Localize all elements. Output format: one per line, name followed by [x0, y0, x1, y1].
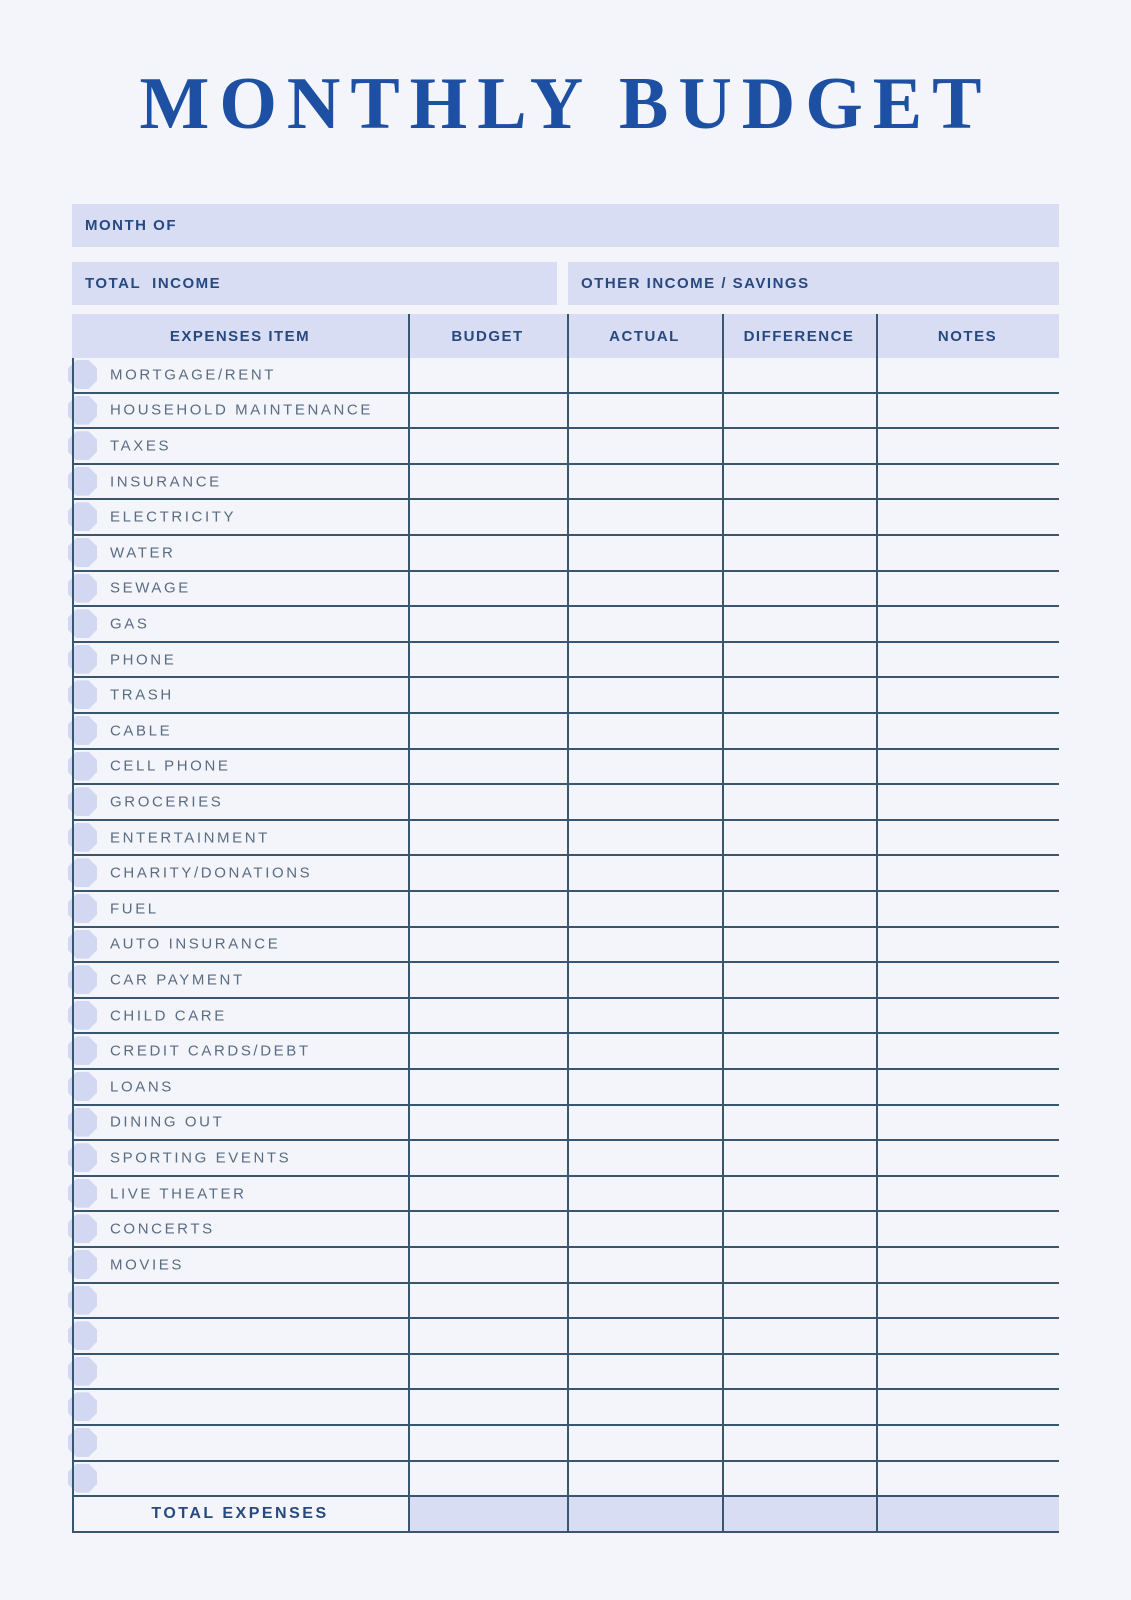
- page-title: MONTHLY BUDGET: [139, 63, 992, 145]
- expense-item-label: PHONE: [110, 651, 177, 669]
- column-header-actual: ACTUAL: [609, 327, 680, 345]
- empty-expense-row: [72, 1319, 1059, 1355]
- expense-item-label: GAS: [110, 615, 150, 633]
- expense-item-label: TRASH: [110, 686, 174, 704]
- month-of-label: MONTH OF: [85, 217, 177, 234]
- expense-item-label: LIVE THEATER: [110, 1185, 247, 1203]
- expense-item-label: CONCERTS: [110, 1220, 215, 1238]
- expense-row: [72, 607, 1059, 643]
- expense-row: [72, 536, 1059, 572]
- expense-row: [72, 643, 1059, 679]
- expense-row: [72, 928, 1059, 964]
- expense-row: [72, 1034, 1059, 1070]
- expense-item-label: HOUSEHOLD MAINTENANCE: [110, 401, 373, 419]
- expense-row: [72, 394, 1059, 430]
- column-header-notes: NOTES: [937, 327, 998, 345]
- column-header-difference: DIFFERENCE: [743, 327, 855, 345]
- expense-item-label: ELECTRICITY: [110, 508, 237, 526]
- column-header-budget: BUDGET: [451, 327, 524, 345]
- expense-item-label: ENTERTAINMENT: [110, 829, 270, 847]
- expense-row: [72, 714, 1059, 750]
- expense-row: [72, 500, 1059, 536]
- other-income-savings-label: OTHER INCOME / SAVINGS: [581, 275, 810, 292]
- expense-item-label: TAXES: [110, 437, 172, 455]
- expense-item-label: LOANS: [110, 1078, 174, 1096]
- expense-row: [72, 1070, 1059, 1106]
- empty-expense-row: [72, 1462, 1059, 1498]
- expense-item-label: DINING OUT: [110, 1113, 225, 1131]
- expense-item-label: WATER: [110, 544, 176, 562]
- table-left-border: [72, 358, 74, 1533]
- total-income-bar: [72, 262, 557, 305]
- total-income-label: TOTAL INCOME: [85, 275, 222, 292]
- expense-item-label: MOVIES: [110, 1256, 184, 1274]
- expense-item-label: SPORTING EVENTS: [110, 1149, 292, 1167]
- empty-expense-row: [72, 1284, 1059, 1320]
- expense-row: [72, 1141, 1059, 1177]
- expense-row: [72, 999, 1059, 1035]
- expense-row: [72, 785, 1059, 821]
- column-separator-line: [567, 314, 569, 1533]
- expense-item-label: MORTGAGE/RENT: [110, 366, 277, 384]
- expense-row: [72, 358, 1059, 394]
- expense-row: [72, 856, 1059, 892]
- expense-row: [72, 678, 1059, 714]
- expense-row: [72, 1106, 1059, 1142]
- empty-expense-row: [72, 1426, 1059, 1462]
- other-income-savings-bar: [568, 262, 1059, 305]
- expense-row: [72, 572, 1059, 608]
- expense-row: [72, 1177, 1059, 1213]
- expense-item-label: CHILD CARE: [110, 1007, 227, 1025]
- column-separator-line: [876, 314, 878, 1533]
- table-header-row: [72, 314, 1059, 358]
- column-header-expenses-item: EXPENSES ITEM: [169, 327, 311, 345]
- expense-row: [72, 892, 1059, 928]
- expense-row: [72, 963, 1059, 999]
- month-of-bar: [72, 204, 1059, 247]
- expense-item-label: SEWAGE: [110, 579, 191, 597]
- expense-row: [72, 821, 1059, 857]
- empty-expense-row: [72, 1355, 1059, 1391]
- total-expenses-label: TOTAL EXPENSES: [151, 1505, 329, 1523]
- expense-item-label: INSURANCE: [110, 473, 222, 491]
- expense-row: [72, 1248, 1059, 1284]
- expense-item-label: CREDIT CARDS/DEBT: [110, 1042, 311, 1060]
- empty-expense-row: [72, 1390, 1059, 1426]
- total-expenses-row: [72, 1497, 1059, 1533]
- expense-row: [72, 750, 1059, 786]
- column-separator-line: [408, 314, 410, 1533]
- expense-row: [72, 429, 1059, 465]
- expense-item-label: CHARITY/DONATIONS: [110, 864, 313, 882]
- expense-item-label: CABLE: [110, 722, 173, 740]
- expense-item-label: GROCERIES: [110, 793, 224, 811]
- expense-row: [72, 1212, 1059, 1248]
- expense-item-label: CAR PAYMENT: [110, 971, 245, 989]
- total-row-highlight: [408, 1497, 1059, 1531]
- expense-item-label: FUEL: [110, 900, 159, 918]
- expense-item-label: CELL PHONE: [110, 757, 231, 775]
- expense-row: [72, 465, 1059, 501]
- expense-item-label: AUTO INSURANCE: [110, 935, 281, 953]
- column-separator-line: [722, 314, 724, 1533]
- expenses-table: [72, 314, 1059, 1533]
